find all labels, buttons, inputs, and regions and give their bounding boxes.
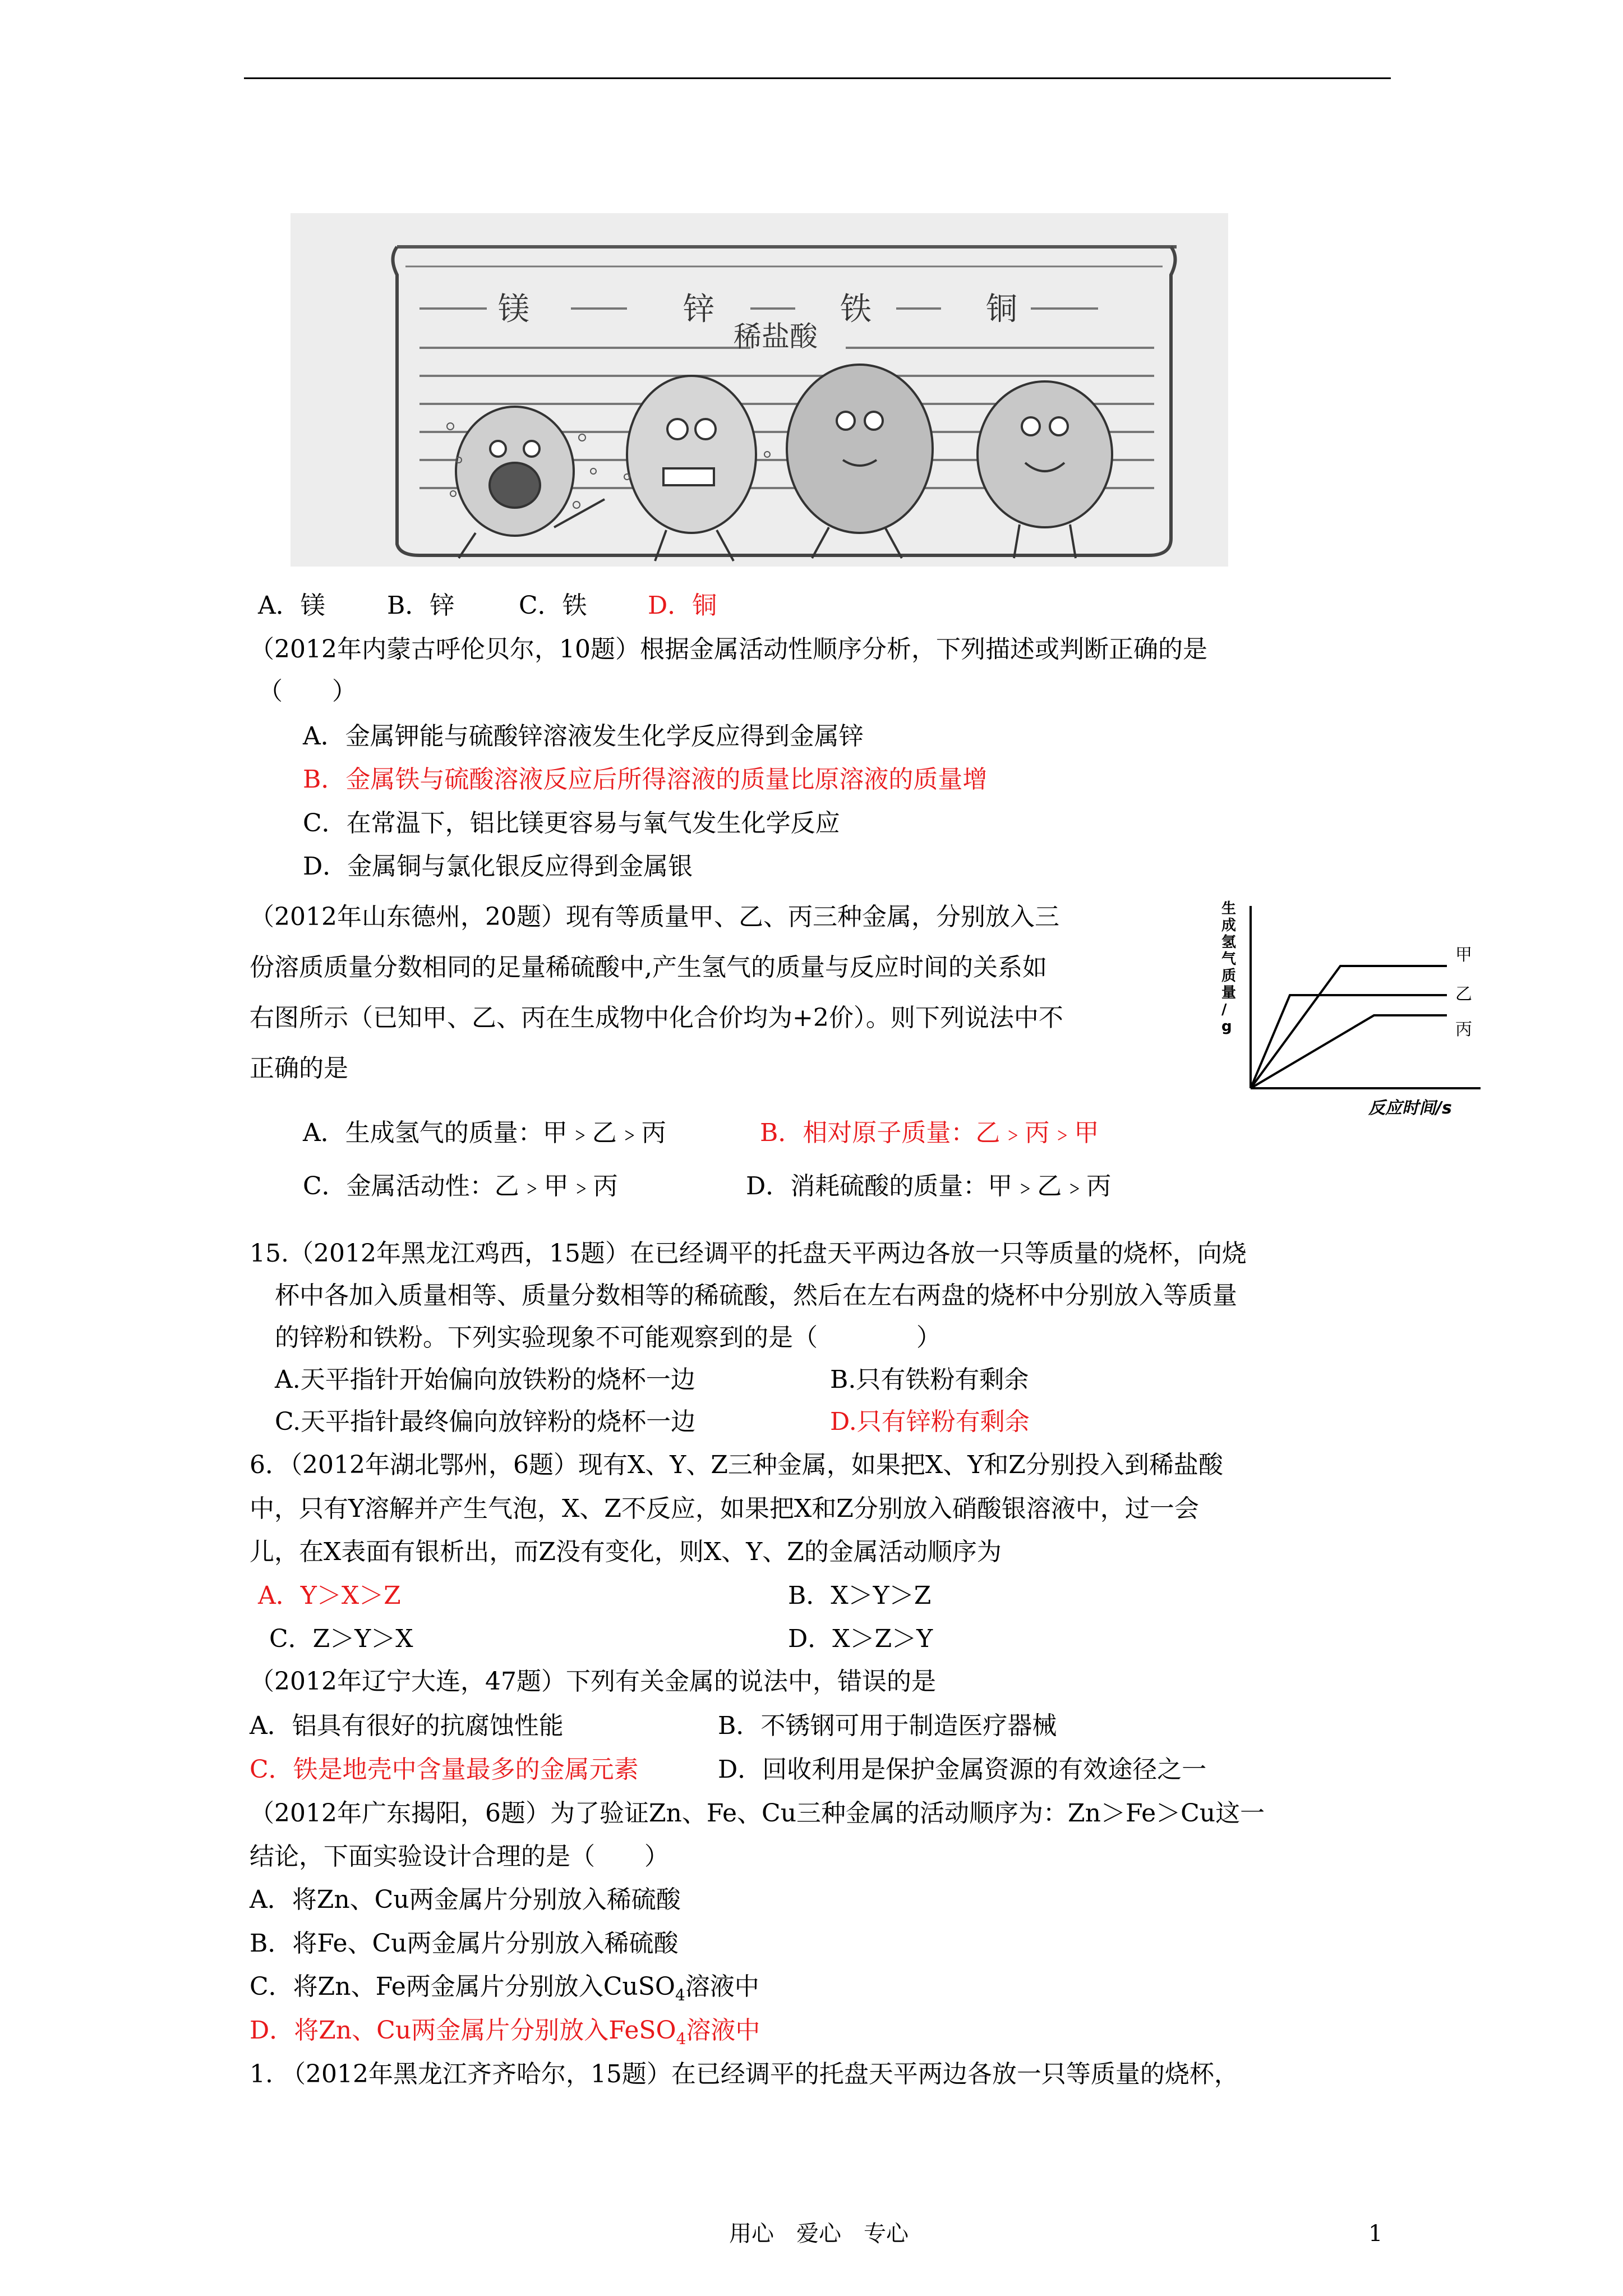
q6-option-a: A．铝具有很好的抗腐蚀性能 <box>250 1711 564 1740</box>
metal-label-cu: 铜 <box>986 291 1017 328</box>
hydrogen-mass-graph <box>1217 898 1492 1139</box>
q3-stem-3: 右图所示（已知甲、乙、丙在生成物中化合价均为+2价）。则下列说法中不 <box>250 1004 1063 1032</box>
q3-option-a: A．生成氢气的质量：甲﹥乙﹥丙 <box>303 1119 666 1147</box>
graph-series-bing: 丙 <box>1455 1020 1472 1039</box>
metal-label-zn: 锌 <box>683 291 714 328</box>
q4-stem-2: 杯中各加入质量相等、质量分数相等的稀硫酸，然后在左右两盘的烧杯中分别放入等质量 <box>275 1281 1237 1310</box>
q3-option-b: B．相对原子质量：乙﹥丙﹥甲 <box>760 1119 1099 1147</box>
q7-option-a: A．将Zn、Cu两金属片分别放入稀硫酸 <box>250 1885 681 1914</box>
q7-option-c: C．将Zn、Fe两金属片分别放入CuSO$_4$溶液中 <box>250 1972 759 2004</box>
q1-option-c: C．铁 <box>519 591 587 620</box>
q2-option-a: A．金属钾能与硫酸锌溶液发生化学反应得到金属锌 <box>303 722 864 751</box>
q4-option-d: D.只有锌粉有剩余 <box>830 1407 1030 1436</box>
q4-option-a: A.天平指针开始偏向放铁粉的烧杯一边 <box>275 1365 695 1394</box>
q2-option-c: C．在常温下，铝比镁更容易与氧气发生化学反应 <box>303 809 840 838</box>
q4-option-c: C.天平指针最终偏向放锌粉的烧杯一边 <box>275 1407 696 1436</box>
q3-stem-1: （2012年山东德州，20题）现有等质量甲、乙、丙三种金属，分别放入三 <box>250 903 1059 931</box>
q5-option-a: A．Y＞X＞Z <box>258 1581 401 1610</box>
q3-option-d: D．消耗硫酸的质量：甲﹥乙﹥丙 <box>746 1172 1112 1200</box>
header-rule <box>244 77 1391 79</box>
q7-stem-2: 结论，下面实验设计合理的是（ ） <box>250 1842 669 1871</box>
q6-stem: （2012年辽宁大连，47题）下列有关金属的说法中，错误的是 <box>250 1667 936 1696</box>
acid-label: 稀盐酸 <box>734 320 818 353</box>
beaker-illustration <box>291 213 1228 567</box>
q1-option-a: A．镁 <box>258 591 325 620</box>
q7-stem-1: （2012年广东揭阳，6题）为了验证Zn、Fe、Cu三种金属的活动顺序为：Zn＞Fe＞Cu这一 <box>250 1799 1265 1828</box>
q3-stem-4: 正确的是 <box>250 1054 348 1083</box>
footer-text: 用心 爱心 专心 <box>729 2221 909 2247</box>
metal-label-mg: 镁 <box>498 291 529 328</box>
q6-option-d: D．回收利用是保护金属资源的有效途径之一 <box>718 1755 1207 1784</box>
q5-option-d: D．X＞Z＞Y <box>788 1625 933 1653</box>
q2-stem-blank: （ ） <box>258 677 357 706</box>
graph-xlabel: 反应时间/s <box>1368 1098 1452 1118</box>
q7-option-d: D．将Zn、Cu两金属片分别放入FeSO$_4$溶液中 <box>250 2016 760 2048</box>
q1-option-d: D．铜 <box>648 591 717 620</box>
q6-option-c: C．铁是地壳中含量最多的金属元素 <box>250 1755 639 1784</box>
q5-option-b: B．X＞Y＞Z <box>788 1581 932 1610</box>
q5-stem-1: 6．（2012年湖北鄂州，6题）现有X、Y、Z三种金属，如果把X、Y和Z分别投入到稀盐酸 <box>250 1451 1223 1479</box>
svg-text:生成氢气质量/g: 生成氢气质量/ g <box>1221 900 1237 1035</box>
q4-stem-3: 的锌粉和铁粉。下列实验现象不可能观察到的是（ ） <box>275 1323 941 1352</box>
q1-option-b: B．锌 <box>387 591 455 620</box>
q4-stem-1: 15.（2012年黑龙江鸡西，15题）在已经调平的托盘天平两边各放一只等质量的烧杯，向烧 <box>250 1239 1247 1268</box>
page-number: 1 <box>1368 2221 1383 2247</box>
q5-stem-2: 中，只有Y溶解并产生气泡，X、Z不反应，如果把X和Z分别放入硝酸银溶液中，过一会 <box>250 1494 1199 1523</box>
metal-label-fe: 铁 <box>840 291 872 328</box>
graph-ylabel <box>1221 900 1236 1035</box>
q6-option-b: B．不锈钢可用于制造医疗器械 <box>718 1711 1057 1740</box>
q3-stem-2: 份溶质质量分数相同的足量稀硫酸中,产生氢气的质量与反应时间的关系如 <box>250 953 1047 982</box>
q8-stem: 1. （2012年黑龙江齐齐哈尔，15题）在已经调平的托盘天平两边各放一只等质量的烧杯， <box>250 2060 1239 2088</box>
q4-option-b: B.只有铁粉有剩余 <box>830 1365 1029 1394</box>
graph-series-jia: 甲 <box>1455 945 1472 965</box>
q7-option-b: B．将Fe、Cu两金属片分别放入稀硫酸 <box>250 1929 679 1958</box>
graph-series-yi: 乙 <box>1455 984 1472 1004</box>
q2-option-d: D．金属铜与氯化银反应得到金属银 <box>303 852 693 881</box>
q3-option-c: C．金属活动性：乙﹥甲﹥丙 <box>303 1172 618 1200</box>
q5-option-c: C．Z＞Y＞X <box>269 1625 413 1653</box>
q5-stem-3: 儿，在X表面有银析出，而Z没有变化，则X、Y、Z的金属活动顺序为 <box>250 1538 1002 1566</box>
q2-option-b: B．金属铁与硫酸溶液反应后所得溶液的质量比原溶液的质量增 <box>303 765 988 794</box>
q2-stem: （2012年内蒙古呼伦贝尔，10题）根据金属活动性顺序分析，下列描述或判断正确的是 <box>250 635 1207 664</box>
